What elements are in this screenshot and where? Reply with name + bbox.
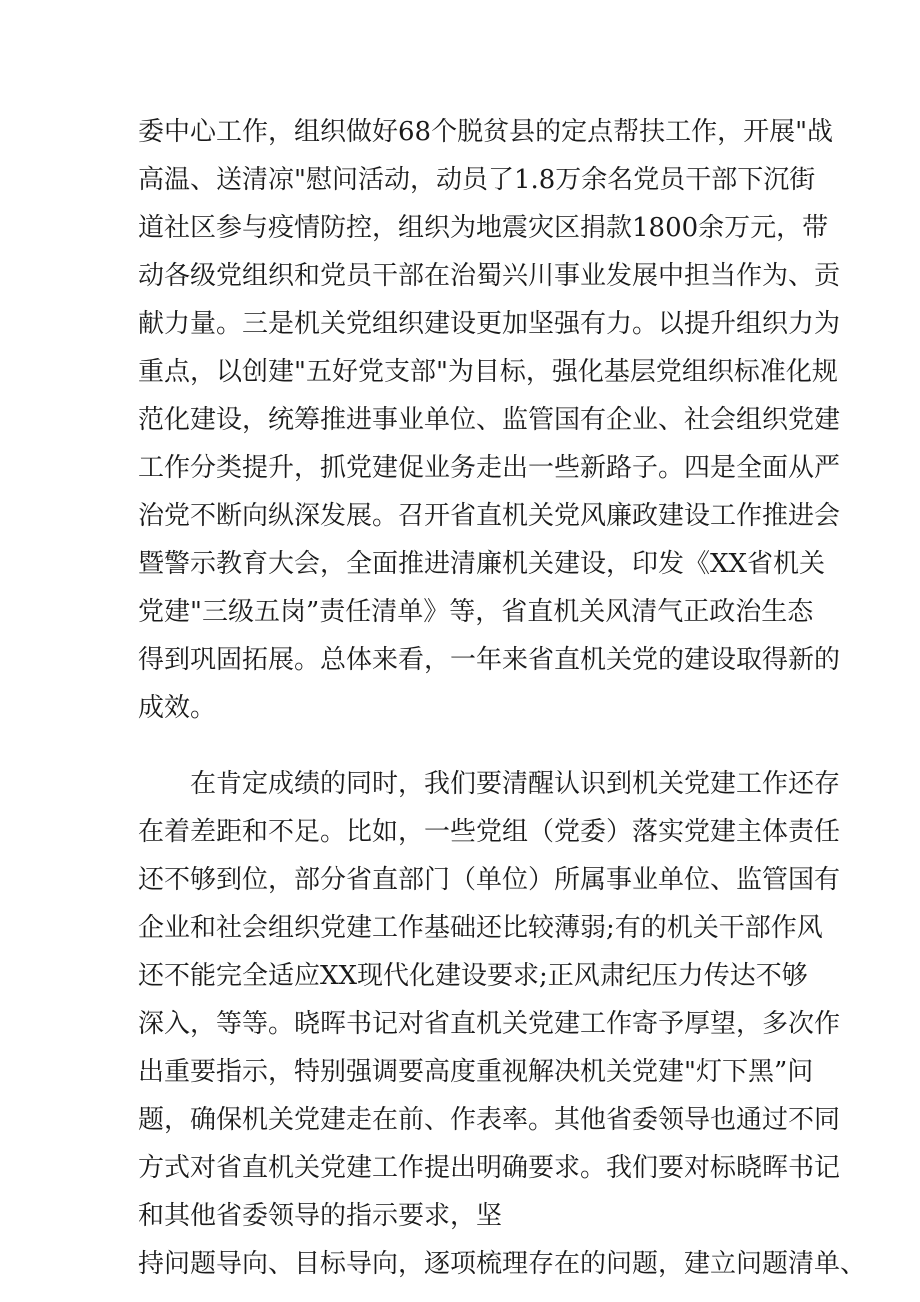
text-line: 深入，等等。晓晖书记对省直机关党建工作寄予厚望，多次作 bbox=[138, 1009, 841, 1039]
text-line: 企业和社会组织党建工作基础还比较薄弱;有的机关干部作风 bbox=[138, 913, 823, 943]
text-line: 成效。 bbox=[138, 693, 217, 723]
text-line: 和其他省委领导的指示要求，坚 bbox=[138, 1201, 503, 1231]
text-line: 出重要指示，特别强调要高度重视解决机关党建"灯下黑”问 bbox=[138, 1057, 814, 1087]
text-line: 委中心工作，组织做好68个脱贫县的定点帮扶工作，开展"战 bbox=[138, 117, 834, 147]
text-line: 范化建设，统筹推进事业单位、监管国有企业、社会组织党建 bbox=[138, 405, 841, 435]
text-line: 动各级党组织和党员干部在治蜀兴川事业发展中担当作为、贡 bbox=[138, 261, 841, 291]
text-line: 献力量。三是机关党组织建设更加坚强有力。以提升组织力为 bbox=[138, 309, 841, 339]
paragraph-1 bbox=[138, 108, 841, 732]
paragraph-3 bbox=[138, 1240, 867, 1288]
text-line: 还不能完全适应XX现代化建设要求;正风肃纪压力传达不够 bbox=[138, 961, 808, 991]
text-line: 暨警示教育大会，全面推进清廉机关建设，印发《XX省机关 bbox=[138, 549, 826, 579]
body-text bbox=[138, 108, 867, 1288]
text-line: 党建"三级五岗”责任清单》等，省直机关风清气正政治生态 bbox=[138, 597, 814, 627]
text-line: 得到巩固拓展。总体来看，一年来省直机关党的建设取得新的 bbox=[138, 645, 841, 675]
text-line: 重点，以创建"五好党支部"为目标，强化基层党组织标准化规 bbox=[138, 357, 838, 387]
paragraph-2 bbox=[138, 760, 841, 1240]
text-line: 在肯定成绩的同时，我们要清醒认识到机关党建工作还存 bbox=[190, 769, 841, 799]
paragraph-gap bbox=[138, 732, 798, 760]
text-line: 还不够到位，部分省直部门（单位）所属事业单位、监管国有 bbox=[138, 865, 841, 895]
text-line: 在着差距和不足。比如，一些党组（党委）落实党建主体责任 bbox=[138, 817, 841, 847]
text-line: 高温、送清凉"慰问活动，动员了1.8万余名党员干部下沉街 bbox=[138, 165, 816, 195]
text-line: 治党不断向纵深发展。召开省直机关党风廉政建设工作推进会 bbox=[138, 501, 841, 531]
text-line: 道社区参与疫情防控，组织为地震灾区捐款1800余万元，带 bbox=[138, 213, 829, 243]
text-line: 持问题导向、目标导向，逐项梳理存在的问题，建立问题清单、 bbox=[138, 1249, 867, 1279]
text-line: 方式对省直机关党建工作提出明确要求。我们要对标晓晖书记 bbox=[138, 1153, 841, 1183]
text-line: 工作分类提升，抓党建促业务走出一些新路子。四是全面从严 bbox=[138, 453, 841, 483]
text-line: 题，确保机关党建走在前、作表率。其他省委领导也通过不同 bbox=[138, 1105, 841, 1135]
